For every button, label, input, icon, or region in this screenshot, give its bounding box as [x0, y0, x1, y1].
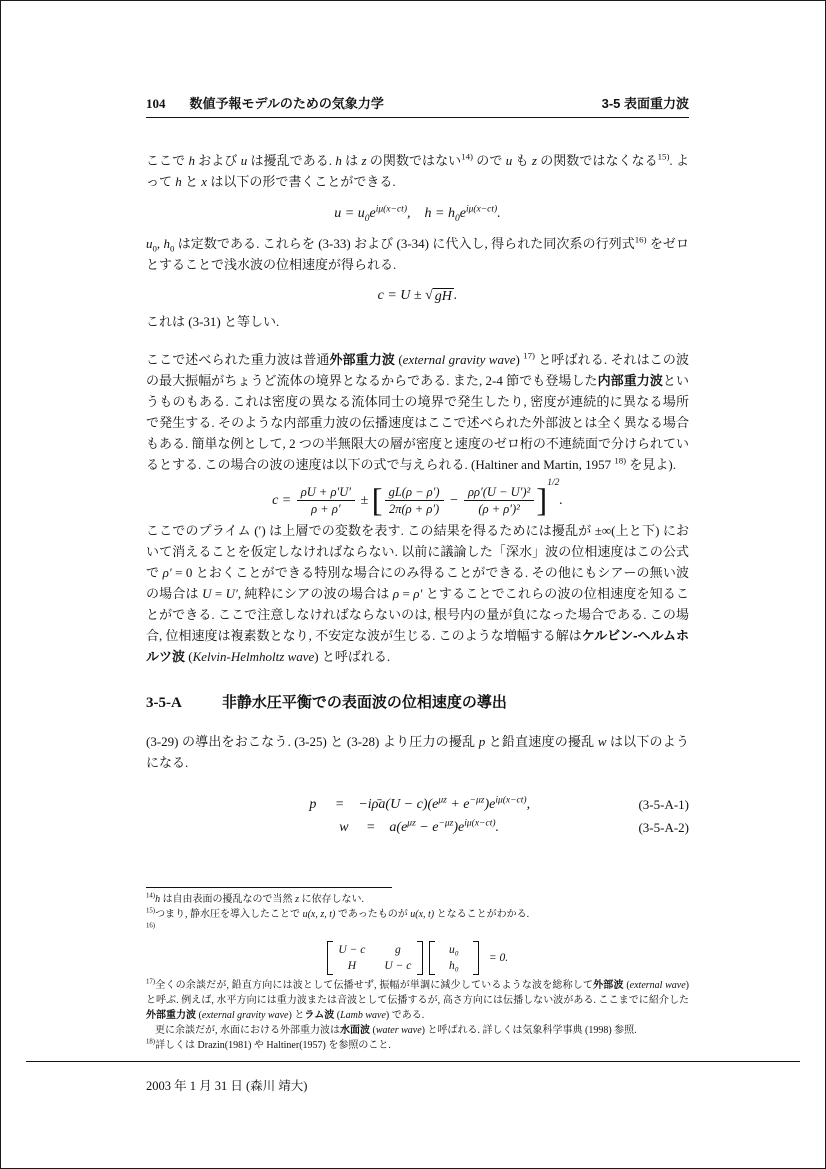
numbered-equations [146, 793, 689, 839]
equation-uh: $u = u_0e^{i\mu(x-ct)}$, $h = h_0e^{i\mu(x-ct)}$. [334, 204, 501, 224]
coefficient-matrix [335, 941, 415, 975]
equation-body [336, 816, 499, 839]
right-bracket [473, 941, 479, 975]
footnote-rule [146, 887, 392, 888]
matrix-row [439, 943, 469, 957]
equation-tag-2: (3-5-A-2) [638, 819, 689, 835]
book-title: 数値予報モデルのための気象力学 [189, 96, 384, 111]
footnote-18: $^{18)}$詳しくは Drazin(1981) や Haltiner(1957) を参照のこと. [146, 1038, 391, 1051]
footnote-16-matrix-equation [146, 941, 689, 975]
matrix-cell: g [394, 944, 401, 956]
right-bracket [417, 941, 423, 975]
footnote-17: $^{17)}$全くの余談だが, 鉛直方向には波として伝播せず, 振幅が単調に減少しているような波を総称して外部波 (external wave) と呼ぶ. 例えば, 水平方向には重力波または音波として伝播するが, 高さ方向には伝播しない波がある. ここまでに紹介した外部重力波 (external gravity wave) とラム波 (Lamb wave) である. [146, 978, 690, 1021]
section-label: 3-5 表面重力波 [601, 96, 689, 111]
equation-rhs: −iρ̄a(U − $c)(e^{\mu z} + e^{-\mu z})e^{i\mu(x-ct)}$, [358, 794, 531, 812]
paragraph-1: ここで h および u は擾乱である. h は z の関数ではない$^{14)}$ ので u も z の関数ではなくなる$^{15)}$. よって h と x は以下の形で書くことができる. [146, 151, 689, 189]
paragraph-4: ここで述べられた重力波は普通外部重力波 (external gravity wave) $^{17)}$ と呼ばれる. それはこの波の最大振幅がちょうど流体の境界となるからである. また, 2-4 節でも登場した内部重力波というものもある. これは密度の異なる流体同士の境界で発生したり, 密度が連続的に異なる場所で発生する. そのような内部重力波の伝播速度はここで述べられた外部波とは全く異なる場合もある. 簡単な例として, 2 つの半無限大の層が密度と速度のゼロ桁の不連続面で分けられているとする. この場合の波の速度は以下の式で与えられる. (Haltiner and Martin, 1957 $^{18)}$ を見よ). [146, 350, 689, 472]
footer-date: 2003 年 1 月 31 日 (森川 靖大) [146, 1079, 308, 1093]
equation-two-layer-speed: c = $\frac{\rho U + \rho'U'}{\rho + \rho'}$ ± [ $\frac{gL(\rho - \rho')}{2\pi(\rho + \rho')}$ − $\frac{\text{ρρ′(U − U′)²}}{\text{(ρ + ρ′)²}}$ ]$^{1/2}$. [272, 478, 563, 519]
footnote-16-marker: 16) [146, 922, 156, 930]
header-rule [146, 117, 689, 118]
header-left [146, 93, 384, 112]
paragraph-5: ここでのプライム (′) は上層での変数を表す. この結果を得るためには擾乱が ±∞(上と下) において消えることを仮定しなければならない. 以前に議論した「深水」波の位相速度はこの公式で ρ′ = 0 とおくことができる特別な場合にのみ得ることができる. その他にもシアーの無い波の場合は U = U′, 純粋にシアの波の場合は ρ = ρ′ とすることでこれらの波の位相速度を知ることができる. ここで注意しなければならないのは, 根号内の量が負になった場合である. この場合, 位相速度は複素数となり, 不安定な波が生じる. このような増幅する解はケルビン-ヘルムホルツ波 (Kelvin-Helmholtz wave) と呼ばれる. [146, 522, 689, 664]
section-number: 3-5-A [146, 694, 182, 711]
equation-tag-1: (3-5-A-1) [638, 796, 689, 812]
footer-rule [26, 1061, 800, 1062]
page-content [1, 1, 825, 839]
matrix-row [439, 959, 469, 973]
equation-lhs: p [309, 796, 317, 812]
page-footer [1, 1061, 825, 1094]
paragraph-3: これは (3-31) と等しい. [146, 314, 280, 329]
equation-relation: = [334, 796, 345, 812]
matrix-row [337, 959, 413, 973]
section-heading [146, 691, 689, 712]
footnote-17-continued: 更に余談だが, 水面における外部重力波は水面波 (water wave) と呼ばれる. 詳しくは気象科学事典 (1998) 参照. [155, 1025, 637, 1036]
paragraph-6: (3-29) の導出をおこなう. (3-25) と (3-28) より圧力の擾乱 p と鉛直速度の擾乱 w は以下のようになる. [146, 733, 689, 770]
equation-relation: = [365, 819, 376, 835]
equation-lhs: w [339, 819, 349, 835]
left-bracket [327, 941, 333, 975]
equation-3-5-A-1 [146, 793, 689, 816]
vector-cell: h₀ [448, 960, 459, 972]
equation-rhs: $a(e^{\mu z} - e^{-\mu z})e^{i\mu(x-ct)}$. [389, 817, 500, 835]
section-title: 非静水圧平衡での表面波の位相速度の導出 [221, 693, 507, 711]
matrix-cell: U − c [384, 960, 412, 972]
footnotes [146, 887, 689, 1053]
equation-shallow-water-speed: c = U ± √ gH . [377, 288, 458, 304]
left-bracket [429, 941, 435, 975]
footnote-15: $^{15)}$つまり, 静水圧を導入したことで u(x, z, t) であったものが u(x, t) となることがわかる. [146, 907, 530, 920]
paragraph-2: $u_0$, $h_0$ は定数である. これらを (3-33) および (3-34) に代入し, 得られた同次系の行列式$^{16)}$ をゼロとすることで浅水波の位相速度が得られる. [146, 234, 689, 272]
page-number: 104 [146, 96, 166, 111]
equation-body [305, 793, 530, 816]
vector [437, 941, 471, 975]
matrix-row [337, 943, 413, 957]
equation-3-5-A-2 [146, 816, 689, 839]
matrix-equation-rhs: = 0. [488, 952, 509, 964]
page-header [146, 93, 689, 112]
vector-cell: u₀ [448, 944, 459, 956]
footnote-14: $^{14)}$h は自由表面の擾乱なので当然 z に依存しない. [146, 892, 364, 905]
matrix-cell: H [347, 960, 357, 972]
matrix-cell: U − c [338, 944, 366, 956]
